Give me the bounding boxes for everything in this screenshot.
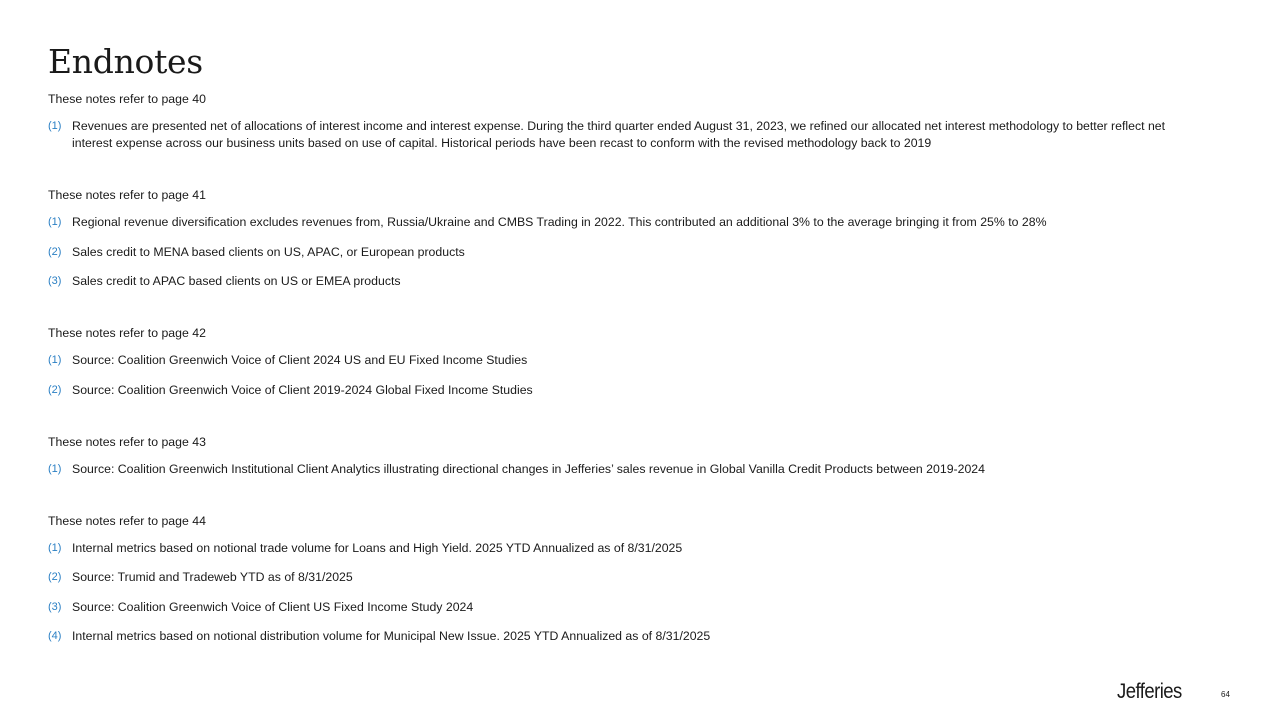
endnote-number: (1) [48, 216, 62, 228]
section-heading: These notes refer to page 43 [48, 434, 206, 449]
endnote-number: (1) [48, 541, 62, 554]
endnote-item [48, 118, 1208, 152]
endnote-number: (4) [48, 630, 62, 642]
endnote-section [48, 434, 1208, 478]
section-heading: These notes refer to page 44 [48, 513, 206, 528]
endnote-text: Sales credit to APAC based clients on US or EMEA products [72, 274, 401, 288]
endnote-text: Source: Coalition Greenwich Voice of Client US Fixed Income Study 2024 [72, 599, 474, 614]
jefferies-logo: Jefferies [1117, 680, 1182, 703]
section-heading: These notes refer to page 40 [48, 92, 206, 106]
endnote-section [48, 91, 1208, 152]
endnote-item [48, 244, 1208, 261]
page-title: Endnotes [48, 42, 203, 81]
endnote-item [48, 214, 1208, 231]
endnote-number: (3) [48, 600, 62, 613]
endnote-number: (2) [48, 571, 62, 583]
page-number: 64 [1221, 690, 1230, 699]
endnote-item [48, 599, 1208, 616]
endnote-text: Internal metrics based on notional distribution volume for Municipal New Issue. 2025 YTD Annualized as of 8/31/2025 [72, 629, 711, 643]
endnote-text: Regional revenue diversification excludes revenues from, Russia/Ukraine and CMBS Trading in 2022. This contributed an additional 3% to the average bringing it from 25% to 28% [72, 215, 1047, 229]
endnote-section [48, 325, 1208, 399]
endnote-section [48, 513, 1208, 646]
endnote-item [48, 540, 1208, 557]
endnote-text: Source: Coalition Greenwich Institutional Client Analytics illustrating directional changes in Jefferies’ sales revenue in Global Vanilla Credit Products between 2019-2024 [72, 461, 985, 476]
endnote-number: (2) [48, 245, 62, 258]
section-heading: These notes refer to page 41 [48, 188, 206, 202]
endnote-item [48, 273, 1208, 290]
endnotes-content [48, 91, 1208, 670]
endnote-text: Revenues are presented net of allocations of interest income and interest expense. During the third quarter ended August 31, 2023, we refined our allocated net interest methodology to better reflect net interest expense across our business units based on use of capital. Historical periods have been recast to conform with the revised methodology back to 2019 [72, 119, 1166, 150]
endnote-item [48, 382, 1208, 399]
endnote-number: (3) [48, 275, 62, 287]
endnote-text: Source: Coalition Greenwich Voice of Client 2019-2024 Global Fixed Income Studies [72, 382, 533, 397]
endnote-text: Source: Coalition Greenwich Voice of Client 2024 US and EU Fixed Income Studies [72, 353, 528, 367]
endnote-text: Internal metrics based on notional trade volume for Loans and High Yield. 2025 YTD Annualized as of 8/31/2025 [72, 540, 683, 555]
endnote-number: (1) [48, 354, 62, 366]
endnote-item [48, 628, 1208, 645]
endnote-number: (1) [48, 120, 62, 132]
endnote-text: Source: Trumid and Tradeweb YTD as of 8/31/2025 [72, 570, 353, 584]
endnote-number: (1) [48, 462, 62, 475]
endnote-item [48, 569, 1208, 586]
section-heading: These notes refer to page 42 [48, 326, 206, 340]
endnote-item [48, 461, 1208, 478]
endnote-section [48, 187, 1208, 290]
endnote-number: (2) [48, 383, 62, 396]
endnote-item [48, 352, 1208, 369]
endnote-text: Sales credit to MENA based clients on US, APAC, or European products [72, 244, 465, 259]
